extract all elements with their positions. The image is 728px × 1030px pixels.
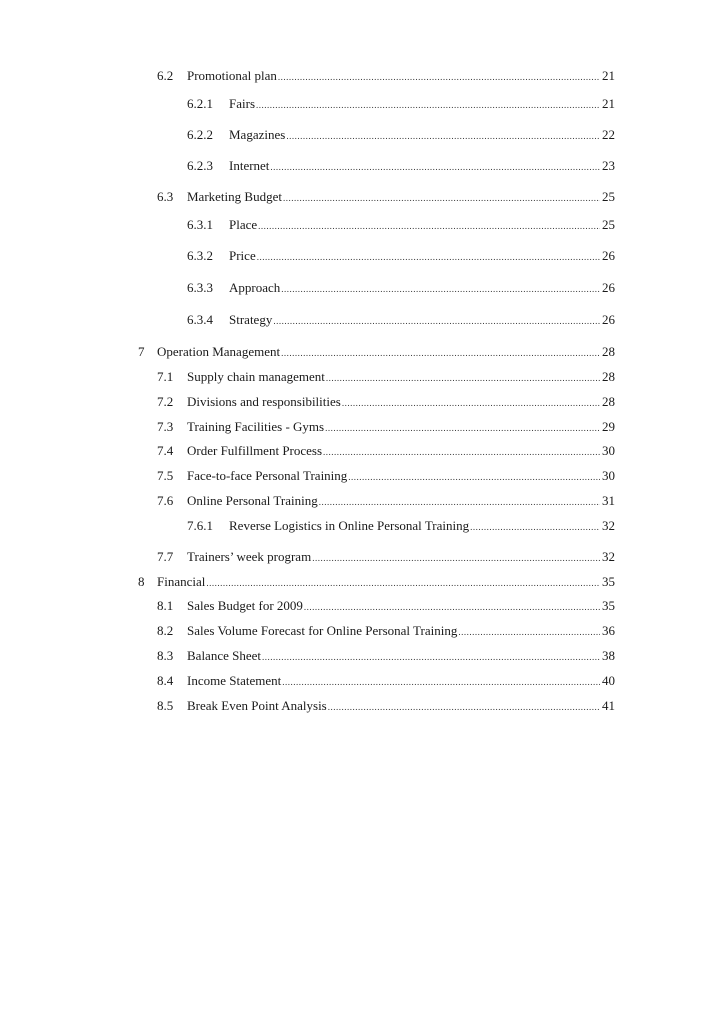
toc-entry-title: Place [229,217,258,232]
toc-entry-title: Marketing Budget [187,189,282,204]
toc-entry[interactable] [157,443,615,460]
toc-entry-page-number: 35 [602,598,615,613]
toc-entry-title: Financial [157,574,206,589]
toc-entry-page-number: 31 [602,493,615,508]
toc-entry-page-number: 30 [602,443,615,458]
toc-entry-title: Operation Management [157,344,281,359]
toc-entry[interactable] [187,248,615,265]
dot-leader [258,218,600,234]
toc-entry-number: 7.6 [157,493,174,508]
dot-leader [270,159,600,175]
toc-entry[interactable] [157,189,615,206]
toc-entry[interactable] [157,623,615,640]
toc-entry-number: 8.1 [157,598,174,613]
toc-entry-title: Face-to-face Personal Training [187,468,348,483]
toc-entry-page-number: 26 [602,312,615,327]
toc-entry-page-number: 29 [602,419,615,434]
toc-entry-page-number: 25 [602,189,615,204]
dot-leader [273,313,600,329]
toc-entry-number: 7.6.1 [187,518,213,533]
toc-entry-page-number: 21 [602,96,615,111]
toc-entry[interactable] [157,493,615,510]
toc-entry-title: Sales Budget for 2009 [187,598,303,613]
toc-entry-title: Reverse Logistics in Online Personal Training [229,518,470,533]
dot-leader [325,420,600,436]
toc-entry-number: 7.4 [157,443,174,458]
dot-leader [328,699,600,715]
toc-entry-title: Divisions and responsibilities [187,394,341,409]
dot-leader [319,494,600,510]
toc-entry-number: 7.2 [157,394,174,409]
toc-entry-page-number: 21 [602,68,615,83]
toc-entry-number: 8.5 [157,698,174,713]
toc-entry-number: 8.3 [157,648,174,663]
toc-entry[interactable] [138,574,615,591]
toc-entry-number: 7.7 [157,549,174,564]
dot-leader [206,575,600,591]
dot-leader [286,128,600,144]
toc-entry-number: 6.2.3 [187,158,213,173]
toc-entry[interactable] [187,312,615,329]
dot-leader [470,519,600,535]
toc-entry[interactable] [157,369,615,386]
toc-entry[interactable] [157,468,615,485]
toc-entry-number: 6.3.3 [187,280,213,295]
toc-entry-title: Break Even Point Analysis [187,698,327,713]
toc-entry-number: 6.2.2 [187,127,213,142]
dot-leader [257,249,600,265]
dot-leader [283,190,600,206]
toc-entry-title: Balance Sheet [187,648,261,663]
dot-leader [256,97,600,113]
toc-entry-title: Internet [229,158,270,173]
toc-entry-title: Supply chain management [187,369,325,384]
toc-entry[interactable] [187,280,615,297]
toc-entry-number: 6.2.1 [187,96,213,111]
toc-entry-number: 7.3 [157,419,174,434]
toc-entry-page-number: 32 [602,549,615,564]
dot-leader [304,599,600,615]
dot-leader [348,469,600,485]
dot-leader [458,624,600,640]
toc-entry-page-number: 32 [602,518,615,533]
dot-leader [282,674,600,690]
toc-entry[interactable] [187,127,615,144]
toc-entry-page-number: 30 [602,468,615,483]
toc-entry-page-number: 36 [602,623,615,638]
toc-entry-number: 6.3.2 [187,248,213,263]
dot-leader [281,281,600,297]
toc-entry-number: 8.2 [157,623,174,638]
toc-entry-title: Training Facilities - Gyms [187,419,325,434]
toc-entry-number: 6.2 [157,68,174,83]
toc-entry[interactable] [187,96,615,113]
dot-leader [281,345,600,361]
toc-entry-title: Approach [229,280,281,295]
dot-leader [342,395,600,411]
toc-entry-page-number: 35 [602,574,615,589]
toc-entry-title: Order Fulfillment Process [187,443,323,458]
toc-entry-number: 6.3 [157,189,174,204]
toc-entry-number: 6.3.1 [187,217,213,232]
toc-entry-title: Magazines [229,127,286,142]
toc-entry-page-number: 40 [602,673,615,688]
toc-entry[interactable] [157,648,615,665]
toc-entry-page-number: 28 [602,344,615,359]
toc-entry-title: Online Personal Training [187,493,318,508]
dot-leader [326,370,600,386]
toc-entry-number: 6.3.4 [187,312,213,327]
toc-entry-page-number: 25 [602,217,615,232]
toc-entry-page-number: 41 [602,698,615,713]
toc-entry-page-number: 22 [602,127,615,142]
toc-entry[interactable] [187,158,615,175]
toc-entry[interactable] [157,598,615,615]
toc-entry-number: 8 [138,574,145,589]
toc-entry-title: Promotional plan [187,68,277,83]
toc-entry[interactable] [157,673,615,690]
toc-entry-title: Income Statement [187,673,282,688]
toc-entry-page-number: 23 [602,158,615,173]
toc-entry-title: Price [229,248,256,263]
toc-entry-title: Trainers’ week program [187,549,312,564]
toc-entry[interactable] [157,698,615,715]
toc-entry-title: Fairs [229,96,255,111]
toc-entry[interactable] [157,68,615,85]
toc-entry[interactable] [187,518,615,535]
toc-entry-page-number: 38 [602,648,615,663]
toc-entry[interactable] [157,419,615,436]
toc-entry[interactable] [157,394,615,411]
toc-entry-page-number: 28 [602,394,615,409]
toc-entry-title: Sales Volume Forecast for Online Personal Training [187,623,458,638]
toc-entry[interactable] [157,549,615,566]
toc-entry-title: Strategy [229,312,273,327]
toc-entry-number: 7.1 [157,369,174,384]
dot-leader [323,444,600,460]
toc-entry[interactable] [138,344,615,361]
toc-entry-page-number: 26 [602,280,615,295]
toc-entry[interactable] [187,217,615,234]
toc-entry-number: 7.5 [157,468,174,483]
toc-entry-number: 8.4 [157,673,174,688]
toc-entry-number: 7 [138,344,145,359]
toc-entry-page-number: 26 [602,248,615,263]
dot-leader [312,550,600,566]
dot-leader [278,69,600,85]
dot-leader [262,649,600,665]
toc-entry-page-number: 28 [602,369,615,384]
